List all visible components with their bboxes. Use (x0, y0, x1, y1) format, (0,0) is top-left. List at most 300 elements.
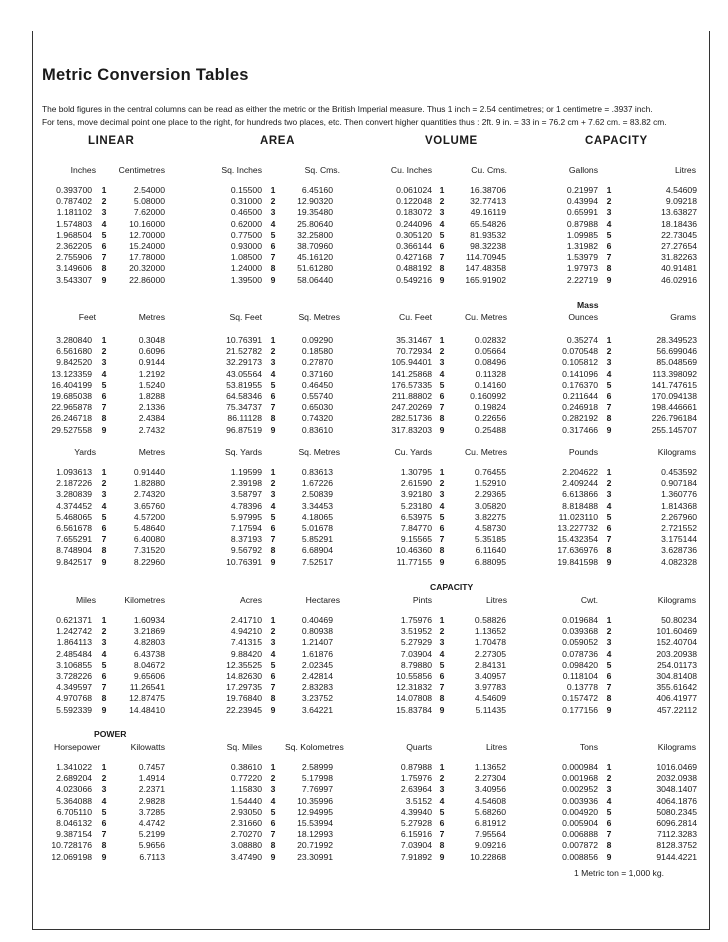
category-capacity: CAPACITY (585, 135, 648, 147)
metric-value: 25.80640 (297, 218, 333, 229)
metric-value: 2.27304 (474, 773, 506, 784)
imperial-value: 1.97973 (566, 263, 598, 274)
imperial-value: 0.122048 (396, 196, 432, 207)
metric-value: 5.17998 (301, 773, 333, 784)
imperial-value: 43.05564 (226, 368, 262, 379)
key-number: 5 (270, 229, 276, 240)
key-number: 5 (270, 659, 276, 670)
imperial-value: 96.87519 (226, 424, 262, 435)
imperial-value: 0.317466 (562, 424, 598, 435)
imperial-value: 1.093613 (56, 467, 92, 477)
imperial-value: 0.078736 (562, 648, 598, 659)
imperial-value: 3.106855 (56, 659, 92, 670)
key-number: 4 (270, 795, 276, 806)
key-number: 2 (270, 626, 276, 637)
metric-value: 0.37160 (301, 368, 333, 379)
key-number: 2 (606, 346, 612, 357)
metric-value: 0.83610 (301, 424, 333, 435)
metric-value: 5.48640 (133, 523, 165, 533)
table-row (0, 252, 728, 263)
key-number: 6 (439, 523, 445, 533)
metric-value: 9144.4221 (656, 851, 697, 862)
key-number: 2 (439, 626, 445, 637)
imperial-value: 9.15565 (400, 534, 432, 545)
key-number: 3 (606, 637, 612, 648)
key-number: 8 (606, 413, 612, 424)
metric-value: 5.2199 (138, 829, 165, 840)
table-row (0, 818, 728, 829)
column-header-imperial: Gallons (568, 165, 598, 175)
key-number: 7 (606, 682, 612, 693)
imperial-value: 8.79880 (400, 659, 432, 670)
metric-value: 0.27870 (301, 357, 333, 368)
metric-value: 11.26541 (129, 682, 165, 693)
imperial-value: 0.157472 (562, 693, 598, 704)
key-number: 8 (439, 545, 445, 556)
imperial-value: 5.592339 (56, 704, 92, 715)
imperial-value: 4.023066 (56, 784, 92, 795)
metric-value: 10.16000 (129, 218, 165, 229)
metric-value: 3.64221 (301, 704, 333, 715)
key-number: 4 (101, 500, 107, 511)
key-number: 3 (606, 489, 612, 500)
key-number: 9 (270, 556, 276, 567)
metric-value: 0.02832 (474, 335, 506, 345)
key-number: 7 (270, 534, 276, 545)
key-number: 1 (606, 615, 612, 625)
imperial-value: 4.94210 (230, 626, 262, 637)
metric-value: 16.38706 (470, 185, 506, 195)
metric-value: 4.82803 (133, 637, 165, 648)
imperial-value: 4.349597 (56, 682, 92, 693)
metric-value: 7112.3283 (657, 829, 697, 840)
metric-value: 0.80938 (301, 626, 333, 637)
imperial-value: 1.864113 (56, 637, 92, 648)
category-volume: VOLUME (425, 135, 478, 147)
metric-value: 113.398092 (652, 368, 697, 379)
imperial-value: 0.059052 (562, 637, 598, 648)
key-number: 8 (606, 545, 612, 556)
metric-value: 0.22656 (474, 413, 506, 424)
key-number: 6 (270, 671, 276, 681)
key-number: 2 (270, 346, 276, 357)
key-number: 8 (270, 263, 276, 274)
key-number: 2 (101, 478, 107, 489)
table-row (0, 840, 728, 851)
key-number: 7 (101, 534, 107, 545)
metric-value: 355.61642 (656, 682, 697, 693)
metric-value: 2032.0938 (656, 773, 697, 784)
key-number: 6 (606, 671, 612, 681)
imperial-value: 19.76840 (226, 693, 262, 704)
imperial-value: 0.244096 (396, 218, 432, 229)
metric-value: 4.58730 (474, 523, 506, 533)
metric-value: 22.73045 (661, 229, 697, 240)
category-area: AREA (260, 135, 295, 147)
table-row (0, 762, 728, 773)
key-number: 9 (270, 424, 276, 435)
imperial-value: 4.78396 (230, 500, 262, 511)
metric-value: 2.27305 (474, 648, 506, 659)
metric-value: 1.82880 (133, 478, 165, 489)
metric-value: 1016.0469 (656, 762, 697, 772)
imperial-value: 21.52782 (226, 346, 262, 357)
imperial-value: 14.82630 (226, 671, 262, 681)
metric-value: 0.160992 (470, 391, 506, 401)
column-header-imperial: Cwt. (580, 595, 598, 605)
key-number: 4 (270, 368, 276, 379)
metric-value: 2.1336 (138, 402, 165, 413)
column-header-metric: Cu. Metres (464, 447, 507, 457)
imperial-value: 0.002952 (562, 784, 598, 795)
imperial-value: 12.35525 (226, 659, 262, 670)
metric-value: 1.13652 (474, 762, 506, 772)
key-number: 7 (439, 534, 445, 545)
intro-line-1: The bold figures in the central columns can be read as either the metric or the British Imperial measure. Thus 1 inch = 2.54 centimetres; or 1 centimetre = .3937 inch. (42, 104, 653, 114)
column-header-metric: Metres (138, 312, 165, 322)
metric-value: 3.40956 (474, 784, 506, 795)
metric-value: 2.9828 (138, 795, 165, 806)
metric-value: 1.4914 (138, 773, 165, 784)
metric-value: 1.360776 (661, 489, 697, 500)
key-number: 8 (101, 545, 107, 556)
metric-value: 152.40704 (656, 637, 697, 648)
imperial-value: 22.23945 (226, 704, 262, 715)
column-header-metric: Sq. Metres (298, 312, 340, 322)
key-number: 5 (439, 806, 445, 817)
imperial-value: 3.58797 (230, 489, 262, 500)
metric-value: 20.71992 (297, 840, 333, 851)
key-number: 4 (439, 648, 445, 659)
imperial-value: 6.613866 (562, 489, 598, 500)
table-row (0, 391, 728, 402)
imperial-value: 7.03904 (400, 648, 432, 659)
imperial-value: 0.77220 (230, 773, 262, 784)
key-number: 1 (439, 762, 445, 772)
metric-value: 2.54000 (133, 185, 165, 195)
metric-value: 6.43738 (133, 648, 165, 659)
imperial-value: 105.94401 (391, 357, 432, 368)
key-number: 6 (101, 241, 107, 251)
key-number: 9 (606, 424, 612, 435)
key-number: 4 (439, 368, 445, 379)
column-header-metric: Metres (138, 447, 165, 457)
metric-value: 5.11435 (475, 704, 506, 715)
metric-value: 4.54609 (474, 693, 506, 704)
table-row (0, 784, 728, 795)
metric-value: 198.446661 (651, 402, 697, 413)
key-number: 3 (101, 489, 107, 500)
metric-value: 1.21407 (301, 637, 333, 648)
metric-value: 31.82263 (661, 252, 697, 263)
metric-value: 4.57200 (133, 511, 165, 522)
column-header-imperial: Miles (75, 595, 96, 605)
metric-value: 1.70478 (474, 637, 506, 648)
key-number: 2 (101, 196, 107, 207)
key-number: 3 (270, 207, 276, 218)
metric-value: 51.61280 (297, 263, 333, 274)
key-number: 1 (439, 467, 445, 477)
key-number: 9 (270, 851, 276, 862)
metric-value: 2.83283 (301, 682, 333, 693)
table-row (0, 478, 728, 489)
key-number: 6 (270, 241, 276, 251)
imperial-value: 9.842520 (56, 357, 92, 368)
imperial-value: 10.76391 (226, 556, 262, 567)
key-number: 1 (101, 335, 107, 345)
key-number: 1 (606, 185, 612, 195)
key-number: 2 (439, 773, 445, 784)
column-header-metric: Kilograms (657, 742, 696, 752)
metric-value: 226.796184 (651, 413, 697, 424)
key-number: 4 (606, 500, 612, 511)
table-row (0, 425, 728, 436)
table-row (0, 523, 728, 534)
key-number: 6 (101, 523, 107, 533)
metric-value: 0.453592 (661, 467, 697, 477)
imperial-value: 1.341022 (56, 762, 92, 772)
key-number: 2 (439, 478, 445, 489)
imperial-value: 3.728226 (56, 671, 92, 681)
key-number: 8 (270, 840, 276, 851)
key-number: 7 (606, 829, 612, 840)
metric-value: 0.907184 (661, 478, 697, 489)
table-row (0, 671, 728, 682)
key-number: 3 (101, 784, 107, 795)
page-title: Metric Conversion Tables (42, 66, 249, 84)
column-header-imperial: Feet (78, 312, 96, 322)
imperial-value: 9.56792 (230, 545, 262, 556)
table-row (0, 512, 728, 523)
imperial-value: 0.35274 (566, 335, 598, 345)
metric-value: 0.76455 (474, 467, 506, 477)
key-number: 5 (439, 379, 445, 390)
column-header-imperial: Horsepower (54, 742, 101, 752)
imperial-value: 3.543307 (56, 274, 92, 285)
table-row (0, 649, 728, 660)
metric-value: 1.2192 (138, 368, 165, 379)
key-number: 1 (606, 762, 612, 772)
metric-value: 3.65760 (133, 500, 165, 511)
key-number: 4 (270, 648, 276, 659)
metric-value: 3.23752 (301, 693, 333, 704)
imperial-value: 12.31832 (396, 682, 432, 693)
metric-value: 0.14160 (474, 379, 506, 390)
key-number: 7 (606, 402, 612, 413)
key-number: 9 (606, 274, 612, 285)
imperial-value: 7.91892 (400, 851, 432, 862)
key-number: 6 (606, 818, 612, 828)
intro-line-2: For tens, move decimal point one place to the right, for hundreds two places, etc. Then convert higher quantities thus : 2ft. 9 in. = 33 in = 76.2 cm + 7.62 cm. = 83.82 cm. (42, 117, 667, 127)
imperial-value: 8.37193 (230, 534, 262, 545)
key-number: 2 (101, 626, 107, 637)
key-number: 1 (101, 467, 107, 477)
key-number: 8 (101, 413, 107, 424)
category-linear: LINEAR (88, 135, 135, 147)
metric-value: 18.18436 (661, 218, 697, 229)
key-number: 8 (101, 693, 107, 704)
imperial-value: 1.15830 (230, 784, 262, 795)
key-number: 9 (101, 424, 107, 435)
imperial-value: 0.070548 (562, 346, 598, 357)
key-number: 2 (270, 196, 276, 207)
metric-value: 0.40469 (301, 615, 333, 625)
table-row (0, 545, 728, 556)
column-header-metric: Sq. Cms. (304, 165, 340, 175)
imperial-value: 1.08500 (230, 252, 262, 263)
key-number: 5 (439, 511, 445, 522)
imperial-value: 15.83784 (396, 704, 432, 715)
imperial-value: 19.685038 (51, 391, 92, 401)
metric-value: 147.48358 (465, 263, 506, 274)
imperial-value: 17.29735 (226, 682, 262, 693)
key-number: 5 (270, 511, 276, 522)
imperial-value: 2.41710 (230, 615, 262, 625)
key-number: 4 (270, 218, 276, 229)
key-number: 9 (270, 704, 276, 715)
key-number: 2 (606, 478, 612, 489)
key-number: 3 (439, 207, 445, 218)
metric-value: 81.93532 (470, 229, 506, 240)
imperial-value: 1.242742 (56, 626, 92, 637)
imperial-value: 3.51952 (400, 626, 432, 637)
metric-value: 98.32238 (470, 241, 506, 251)
metric-value: 17.78000 (129, 252, 165, 263)
imperial-value: 1.75976 (400, 615, 432, 625)
metric-value: 255.145707 (651, 424, 697, 435)
metric-value: 2.7432 (138, 424, 165, 435)
imperial-value: 0.001968 (562, 773, 598, 784)
metric-value: 2.4384 (138, 413, 165, 424)
imperial-value: 247.20269 (391, 402, 432, 413)
imperial-value: 3.08880 (230, 840, 262, 851)
metric-value: 13.63827 (661, 207, 697, 218)
metric-value: 1.814368 (661, 500, 697, 511)
key-number: 3 (270, 784, 276, 795)
metric-value: 2.29365 (474, 489, 506, 500)
key-number: 4 (606, 648, 612, 659)
key-number: 4 (270, 500, 276, 511)
table-row (0, 626, 728, 637)
key-number: 4 (101, 795, 107, 806)
imperial-value: 2.61590 (400, 478, 432, 489)
imperial-value: 0.93000 (230, 241, 262, 251)
metric-value: 7.52517 (301, 556, 333, 567)
metric-value: 32.25800 (297, 229, 333, 240)
key-number: 7 (439, 829, 445, 840)
table-row (0, 335, 728, 346)
key-number: 9 (606, 851, 612, 862)
key-number: 4 (439, 218, 445, 229)
imperial-value: 0.621371 (56, 615, 92, 625)
metric-ton-note: 1 Metric ton = 1,000 kg. (573, 868, 664, 878)
metric-value: 22.86000 (129, 274, 165, 285)
metric-value: 3.175144 (661, 534, 697, 545)
imperial-value: 317.83203 (391, 424, 432, 435)
metric-value: 101.60469 (656, 626, 697, 637)
key-number: 9 (101, 704, 107, 715)
metric-value: 12.90320 (297, 196, 333, 207)
key-number: 3 (606, 207, 612, 218)
key-number: 9 (439, 424, 445, 435)
key-number: 7 (101, 829, 107, 840)
metric-value: 5.01678 (301, 523, 333, 533)
column-header-imperial: Pounds (568, 447, 598, 457)
imperial-value: 282.51736 (391, 413, 432, 424)
metric-value: 114.70945 (466, 252, 506, 263)
metric-value: 45.16120 (297, 252, 333, 263)
metric-value: 170.094138 (651, 391, 697, 401)
table-row (0, 185, 728, 196)
imperial-value: 17.636976 (557, 545, 598, 556)
key-number: 8 (606, 693, 612, 704)
imperial-value: 11.77155 (396, 556, 432, 567)
key-number: 2 (270, 478, 276, 489)
metric-value: 8.22960 (133, 556, 165, 567)
key-number: 6 (606, 241, 612, 251)
metric-value: 0.6096 (138, 346, 165, 357)
imperial-value: 8.748904 (56, 545, 92, 556)
metric-value: 2.267960 (661, 511, 697, 522)
imperial-value: 5.468065 (56, 511, 92, 522)
column-header-imperial: Sq. Yards (225, 447, 262, 457)
key-number: 3 (101, 637, 107, 648)
imperial-value: 0.246918 (562, 402, 598, 413)
metric-value: 0.11328 (475, 368, 506, 379)
imperial-value: 1.968504 (56, 229, 92, 240)
metric-value: 49.16119 (470, 207, 506, 218)
table-row (0, 807, 728, 818)
key-number: 3 (439, 637, 445, 648)
imperial-value: 16.404199 (51, 379, 92, 390)
key-number: 9 (606, 704, 612, 715)
column-header-metric: Cu. Metres (464, 312, 507, 322)
table-row (0, 693, 728, 704)
metric-value: 0.25488 (474, 424, 506, 435)
metric-value: 2.50839 (301, 489, 333, 500)
imperial-value: 0.008856 (562, 851, 598, 862)
key-number: 6 (439, 391, 445, 401)
key-number: 5 (606, 806, 612, 817)
metric-value: 14.48410 (129, 704, 165, 715)
imperial-value: 0.43994 (566, 196, 598, 207)
column-header-imperial: Sq. Feet (229, 312, 262, 322)
imperial-value: 10.46360 (396, 545, 432, 556)
sub-heading: POWER (94, 729, 127, 739)
metric-value: 27.27654 (661, 241, 697, 251)
imperial-value: 2.204622 (562, 467, 598, 477)
imperial-value: 4.39940 (400, 806, 432, 817)
key-number: 6 (439, 241, 445, 251)
imperial-value: 1.75976 (400, 773, 432, 784)
metric-value: 0.08496 (474, 357, 506, 368)
metric-value: 7.95564 (474, 829, 506, 840)
table-row (0, 467, 728, 478)
key-number: 8 (439, 263, 445, 274)
key-number: 9 (606, 556, 612, 567)
metric-value: 8.04672 (133, 659, 165, 670)
key-number: 9 (439, 851, 445, 862)
key-number: 7 (270, 252, 276, 263)
table-row (0, 369, 728, 380)
metric-value: 10.35996 (297, 795, 333, 806)
imperial-value: 0.787402 (56, 196, 92, 207)
imperial-value: 141.25868 (391, 368, 432, 379)
key-number: 5 (270, 806, 276, 817)
key-number: 5 (606, 379, 612, 390)
metric-value: 18.12993 (297, 829, 333, 840)
table-row (0, 196, 728, 207)
